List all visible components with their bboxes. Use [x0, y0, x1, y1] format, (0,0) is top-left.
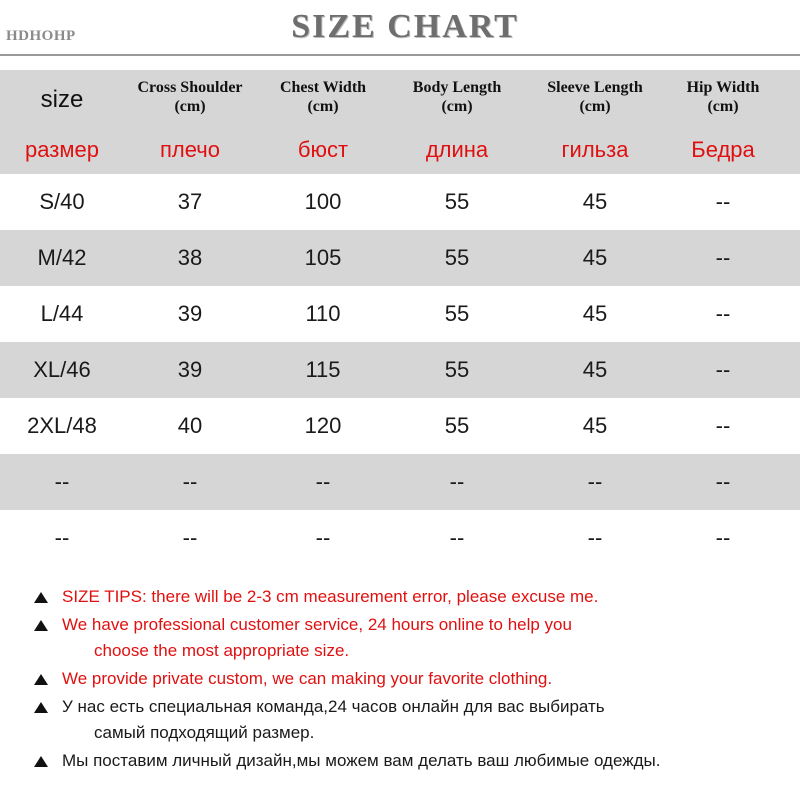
column-unit: (cm)	[579, 98, 611, 115]
column-name: Body Length	[412, 79, 502, 96]
value-cell: 39	[177, 301, 203, 326]
value-cell: 55	[444, 189, 470, 214]
size-cell: S/40	[39, 189, 85, 214]
value-cell: --	[715, 245, 731, 270]
size-header-ru: размер	[25, 137, 99, 162]
value-cell: --	[315, 469, 331, 494]
column-name: Sleeve Length	[547, 79, 643, 96]
value-cell: 38	[177, 245, 203, 270]
size-cell: --	[54, 525, 70, 550]
column-header-ru: длина	[425, 137, 489, 162]
value-cell: --	[449, 525, 465, 550]
value-cell: --	[587, 469, 603, 494]
value-cell: --	[715, 301, 731, 326]
size-cell: M/42	[37, 245, 87, 270]
tip-text: We have professional customer service, 24 hours online to help you	[62, 615, 572, 634]
tip-text: SIZE TIPS: there will be 2-3 cm measurement error, please excuse me.	[62, 587, 599, 606]
column-unit: (cm)	[174, 98, 206, 115]
value-cell: 110	[305, 301, 341, 326]
column-header-ru: Бедра	[691, 137, 755, 162]
bullet-triangle-icon	[34, 702, 48, 713]
page-title: SIZE CHART	[291, 8, 519, 45]
tip-text: У нас есть специальная команда,24 часов онлайн для вас выбирать	[62, 697, 605, 716]
value-cell: 55	[444, 245, 470, 270]
bullet-triangle-icon	[34, 756, 48, 767]
column-name: Chest Width	[279, 79, 367, 96]
column-header	[258, 78, 388, 116]
value-cell: --	[715, 357, 731, 382]
value-cell: 37	[177, 189, 203, 214]
column-header	[668, 78, 778, 116]
brand-logo: HDHOHP	[6, 28, 76, 44]
size-header: size	[40, 86, 84, 113]
column-unit: (cm)	[307, 98, 339, 115]
column-name: Cross Shoulder	[137, 79, 243, 96]
title-divider	[0, 54, 800, 56]
size-cell: --	[54, 469, 70, 494]
column-header	[115, 78, 265, 116]
value-cell: 45	[582, 245, 608, 270]
value-cell: --	[715, 413, 731, 438]
value-cell: 100	[304, 189, 342, 214]
tip-text: Мы поставим личный дизайн,мы можем вам делать ваш любимые одежды.	[62, 751, 661, 770]
value-cell: 45	[582, 413, 608, 438]
column-header-ru: бюст	[297, 137, 349, 162]
value-cell: 39	[177, 357, 203, 382]
value-cell: --	[315, 525, 331, 550]
bullet-triangle-icon	[34, 674, 48, 685]
value-cell: 45	[582, 301, 608, 326]
column-name: Hip Width	[686, 79, 760, 96]
column-header-ru: гильза	[561, 137, 629, 162]
size-cell: 2XL/48	[27, 413, 97, 438]
size-cell: XL/46	[33, 357, 91, 382]
value-cell: 120	[304, 413, 342, 438]
bullet-triangle-icon	[34, 620, 48, 631]
size-cell: L/44	[40, 301, 84, 326]
tip-text: We provide private custom, we can making your favorite clothing.	[62, 669, 553, 688]
value-cell: 115	[305, 357, 341, 382]
value-cell: --	[182, 525, 198, 550]
value-cell: --	[715, 469, 731, 494]
value-cell: --	[715, 189, 731, 214]
value-cell: --	[449, 469, 465, 494]
value-cell: 45	[582, 189, 608, 214]
value-cell: 105	[304, 245, 342, 270]
value-cell: 40	[177, 413, 203, 438]
value-cell: 55	[444, 413, 470, 438]
column-unit: (cm)	[707, 98, 739, 115]
column-header-ru: плечо	[160, 137, 220, 162]
value-cell: 45	[582, 357, 608, 382]
bullet-triangle-icon	[34, 592, 48, 603]
column-unit: (cm)	[441, 98, 473, 115]
value-cell: --	[715, 525, 731, 550]
value-cell: --	[182, 469, 198, 494]
tip-text: самый подходящий размер.	[94, 723, 315, 742]
column-header	[525, 78, 665, 116]
column-header	[392, 78, 522, 116]
tip-text: choose the most appropriate size.	[94, 641, 350, 660]
value-cell: 55	[444, 357, 470, 382]
value-cell: --	[587, 525, 603, 550]
value-cell: 55	[444, 301, 470, 326]
